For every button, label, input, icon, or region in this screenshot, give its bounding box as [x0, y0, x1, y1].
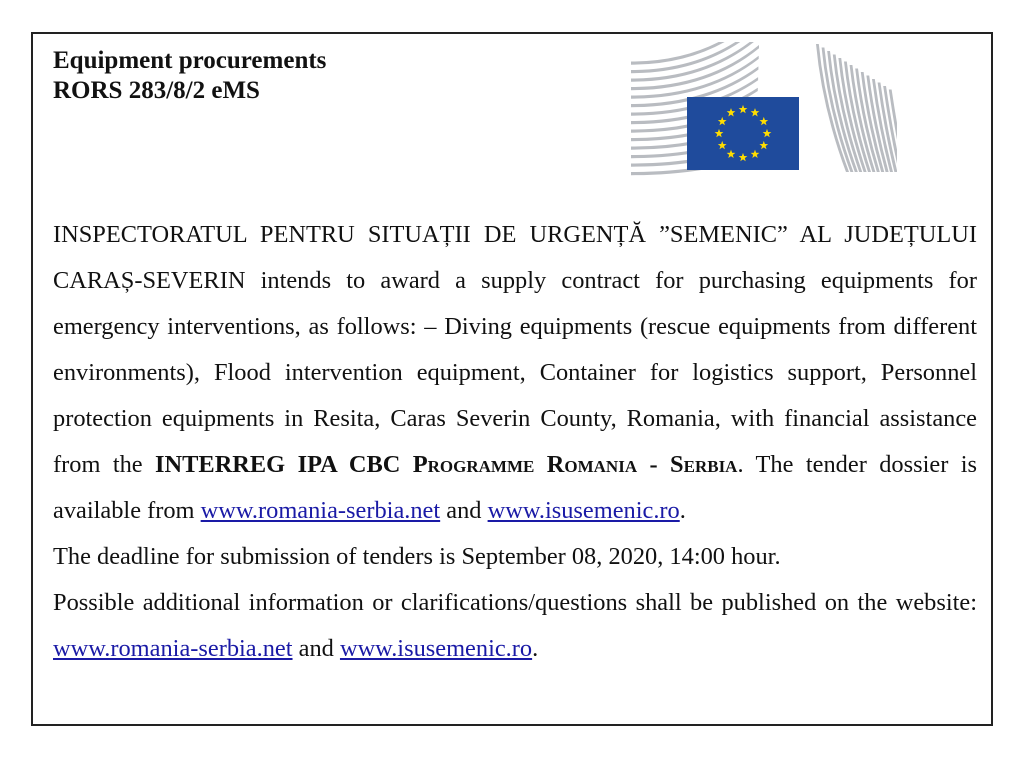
notice-reference: RORS 283/8/2 eMS [53, 77, 260, 104]
intro-text: INSPECTORATUL PENTRU SITUAȚII DE URGENȚĂ ”SEMENIC” AL JUDEȚULUI CARAȘ-SEVERIN intends to award a supply contract for purchasing equipments for emergency interventions, as follows: – Diving equipments (rescue equipments from different environments), Flood intervention equipment, Container for logistics support, Personnel protection equipments in Resita, Caras Severin County, Romania, with financial assistance from the [53, 221, 977, 478]
conjunction-and-2: and [292, 635, 340, 662]
additional-info-text: Possible additional information or clarifications/questions shall be published on the website: [53, 589, 977, 616]
programme-name-part2: Programme Romania - Serbia [412, 451, 738, 478]
paragraph-deadline: The deadline for submission of tenders is September 08, 2020, 14:00 hour. [53, 543, 781, 570]
notice-title: Equipment procurements [53, 47, 327, 74]
period-2: . [532, 635, 539, 662]
conjunction-and: and [440, 497, 488, 524]
paragraph-additional-info [53, 580, 977, 672]
link-isusemenic[interactable]: www.isusemenic.ro [487, 497, 680, 524]
notice-body [53, 212, 977, 672]
notice-heading [53, 46, 326, 106]
european-commission-logo-icon [631, 42, 897, 176]
dossier-text: . The tender dossier is available from [53, 451, 978, 524]
programme-name-part1: INTERREG IPA CBC [155, 451, 401, 478]
period: . [679, 497, 686, 524]
link-romania-serbia-2[interactable]: www.romania-serbia.net [53, 635, 293, 662]
paragraph-intro [53, 212, 977, 534]
notice-frame [31, 32, 993, 726]
link-isusemenic-2[interactable]: www.isusemenic.ro [339, 635, 533, 662]
link-romania-serbia[interactable]: www.romania-serbia.net [200, 497, 441, 524]
